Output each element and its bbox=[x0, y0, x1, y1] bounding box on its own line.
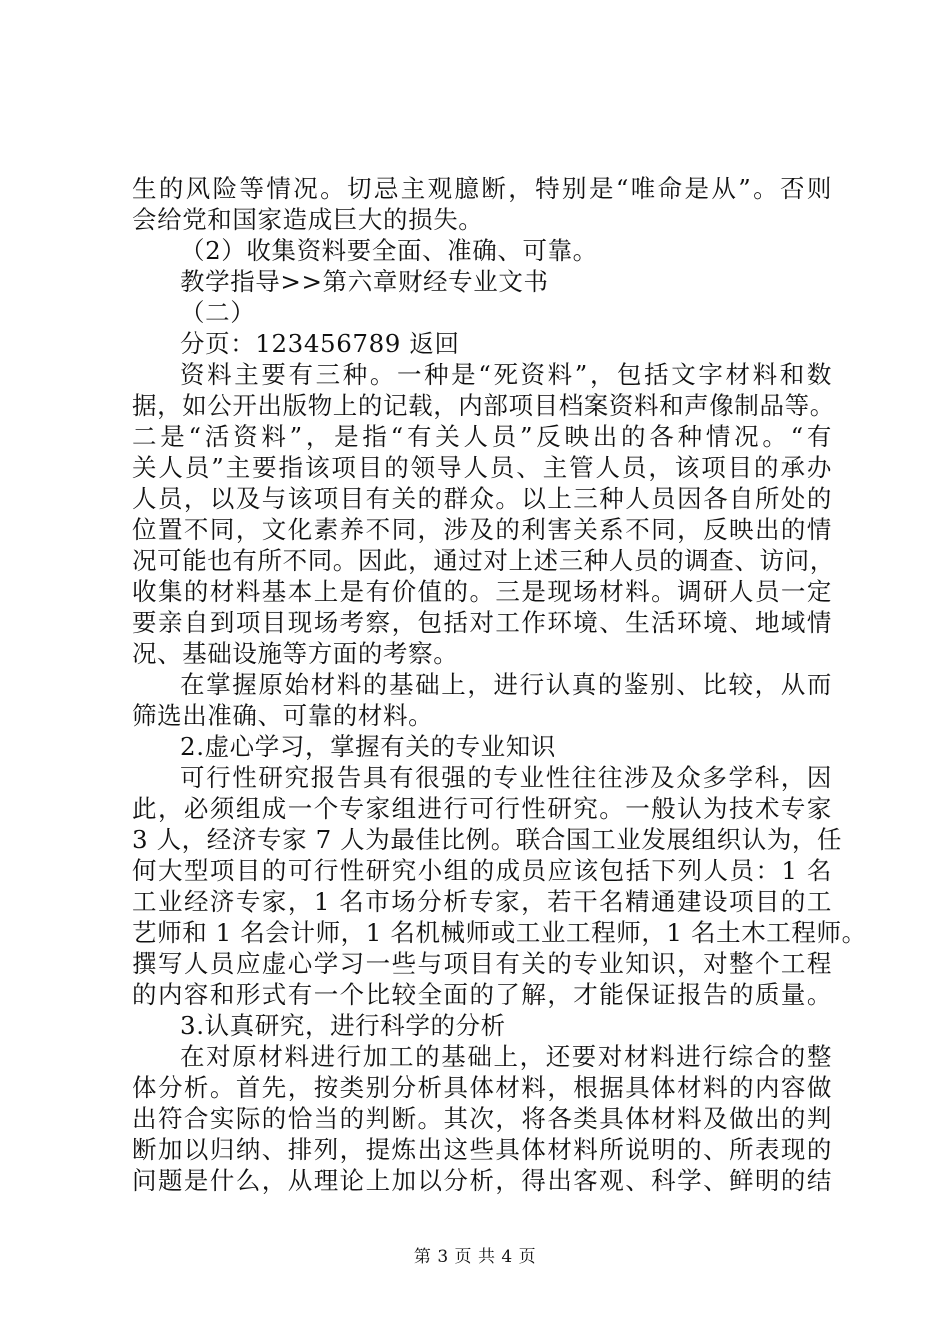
text-line: （2）收集资料要全面、准确、可靠。 bbox=[180, 236, 598, 265]
text-line: 问题是什么，从理论上加以分析，得出客观、科学、鲜明的结 bbox=[132, 1166, 832, 1195]
text-line: 3 人，经济专家 7 人为最佳比例。联合国工业发展组织认为，任 bbox=[132, 825, 843, 854]
text-line: 人员，以及与该项目有关的群众。以上三种人员因各自所处的 bbox=[132, 484, 832, 513]
text-line: 生的风险等情况。切忌主观臆断，特别是“唯命是从”。否则 bbox=[132, 174, 832, 203]
text-line: 断加以归纳、排列，提炼出这些具体材料所说明的、所表现的 bbox=[132, 1135, 832, 1164]
text-line: （二） bbox=[180, 298, 256, 327]
document-body bbox=[132, 173, 867, 1196]
text-line: 3.认真研究，进行科学的分析 bbox=[180, 1011, 506, 1040]
text-line: 资料主要有三种。一种是“死资料”，包括文字材料和数 bbox=[180, 360, 832, 389]
text-line: 出符合实际的恰当的判断。其次，将各类具体材料及做出的判 bbox=[132, 1104, 832, 1133]
text-line: 的内容和形式有一个比较全面的了解，才能保证报告的质量。 bbox=[132, 980, 832, 1009]
text-line: 况可能也有所不同。因此，通过对上述三种人员的调查、访问， bbox=[132, 546, 835, 575]
text-line: 筛选出准确、可靠的材料。 bbox=[132, 701, 434, 730]
text-line: 位置不同，文化素养不同，涉及的利害关系不同，反映出的情 bbox=[132, 515, 832, 544]
text-line: 据，如公开出版物上的记载，内部项目档案资料和声像制品等。 bbox=[132, 391, 835, 420]
text-line: 体分析。首先，按类别分析具体材料，根据具体材料的内容做 bbox=[132, 1073, 832, 1102]
text-line: 收集的材料基本上是有价值的。三是现场材料。调研人员一定 bbox=[132, 577, 832, 606]
text-line: 要亲自到项目现场考察，包括对工作环境、生活环境、地域情 bbox=[132, 608, 832, 637]
text-line: 二是“活资料”，是指“有关人员”反映出的各种情况。“有 bbox=[132, 422, 832, 451]
text-line: 况、基础设施等方面的考察。 bbox=[132, 639, 459, 668]
text-line: 撰写人员应虚心学习一些与项目有关的专业知识，对整个工程 bbox=[132, 949, 832, 978]
text-line: 2.虚心学习，掌握有关的专业知识 bbox=[180, 732, 556, 761]
text-line: 在对原材料进行加工的基础上，还要对材料进行综合的整 bbox=[180, 1042, 832, 1071]
text-line: 会给党和国家造成巨大的损失。 bbox=[132, 205, 484, 234]
text-line: 教学指导>>第六章财经专业文书 bbox=[180, 267, 549, 296]
text-line: 关人员”主要指该项目的领导人员、主管人员，该项目的承办 bbox=[132, 453, 832, 482]
text-line: 何大型项目的可行性研究小组的成员应该包括下列人员：1 名 bbox=[132, 856, 832, 885]
text-line: 在掌握原始材料的基础上，进行认真的鉴别、比较，从而 bbox=[180, 670, 832, 699]
page-footer: 第 3 页 共 4 页 bbox=[413, 1247, 537, 1267]
text-line: 工业经济专家，1 名市场分析专家，若干名精通建设项目的工 bbox=[132, 887, 832, 916]
text-line: 此，必须组成一个专家组进行可行性研究。一般认为技术专家 bbox=[132, 794, 832, 823]
text-line: 艺师和 1 名会计师，1 名机械师或工业工程师，1 名土木工程师。 bbox=[132, 918, 867, 947]
text-line: 可行性研究报告具有很强的专业性往往涉及众多学科，因 bbox=[180, 763, 832, 792]
text-line: 分页：123456789 返回 bbox=[180, 329, 460, 358]
